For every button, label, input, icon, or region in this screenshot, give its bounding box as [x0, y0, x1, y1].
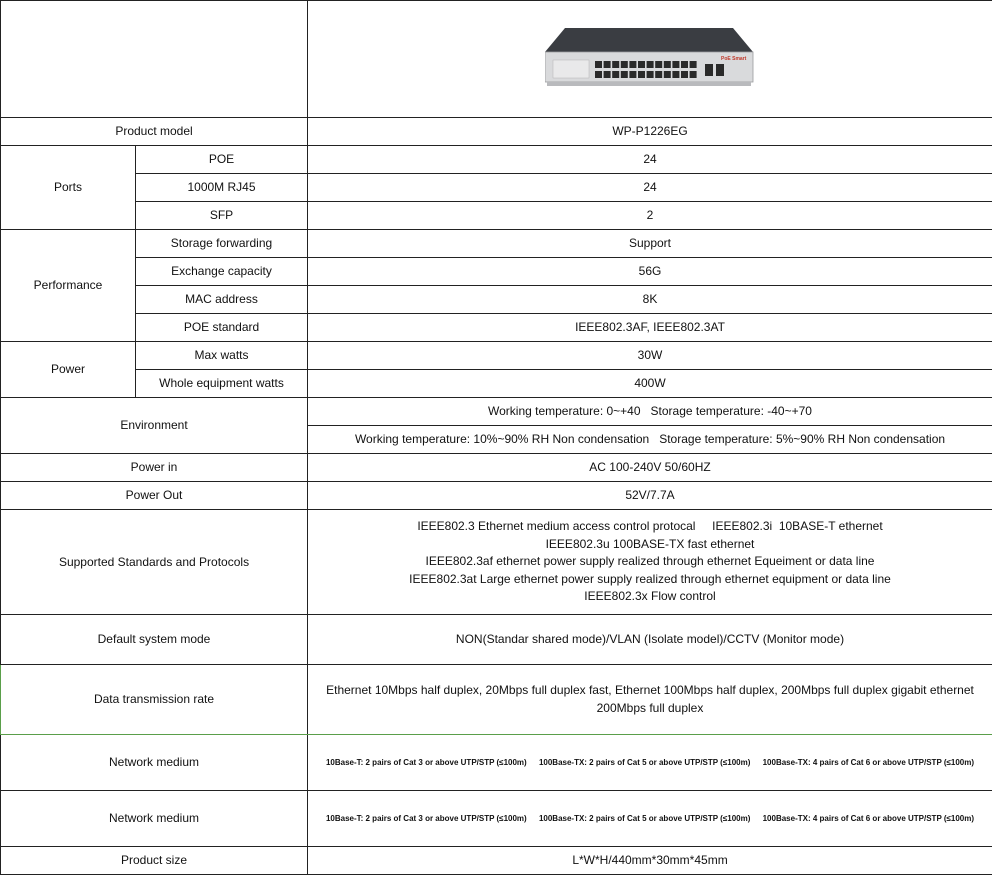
- rj45-port: [629, 71, 636, 78]
- ports-sfp-value: 2: [308, 202, 992, 230]
- max-watts-label: Max watts: [136, 342, 308, 370]
- standard-line: IEEE802.3at Large ethernet power supply realized through ethernet equipment or data line: [310, 571, 990, 589]
- switch-illustration: [545, 24, 755, 94]
- network-medium-label: Network medium: [1, 735, 308, 791]
- rj45-port: [681, 71, 688, 78]
- network-medium-value: [308, 791, 992, 847]
- whole-watts-value: 400W: [308, 370, 992, 398]
- rj45-port: [647, 71, 654, 78]
- switch-base: [547, 82, 751, 86]
- rj45-port: [595, 71, 602, 78]
- standards-label: Supported Standards and Protocols: [1, 510, 308, 615]
- switch-brand-label: PoE Smart: [721, 56, 747, 62]
- environment-temperature: Working temperature: 0~+40 Storage temperature: -40~+70: [308, 398, 992, 426]
- rj45-port: [638, 61, 645, 68]
- rj45-port: [690, 61, 697, 68]
- power-in-label: Power in: [1, 454, 308, 482]
- rj45-port: [612, 61, 619, 68]
- default-mode-label: Default system mode: [1, 615, 308, 665]
- rj45-port: [655, 71, 662, 78]
- switch-product-image: [545, 24, 755, 94]
- switch-led-panel: [553, 60, 589, 78]
- power-group-label: Power: [1, 342, 136, 398]
- standards-value: [308, 510, 992, 615]
- storage-forwarding-value: Support: [308, 230, 992, 258]
- rj45-port: [681, 61, 688, 68]
- ports-rj45-value: 24: [308, 174, 992, 202]
- standard-line: IEEE802.3af ethernet power supply realized through ethernet Equeiment or data line: [310, 553, 990, 571]
- medium-spec: 100Base-TX: 4 pairs of Cat 6 or above UTP/STP (≤100m): [763, 755, 974, 770]
- exchange-capacity-label: Exchange capacity: [136, 258, 308, 286]
- standard-line: IEEE802.3u 100BASE-TX fast ethernet: [310, 536, 990, 554]
- rj45-port: [655, 61, 662, 68]
- poe-standard-value: IEEE802.3AF, IEEE802.3AT: [308, 314, 992, 342]
- max-watts-value: 30W: [308, 342, 992, 370]
- rj45-port: [672, 61, 679, 68]
- product-model-label: Product model: [1, 118, 308, 146]
- poe-standard-label: POE standard: [136, 314, 308, 342]
- rj45-port: [638, 71, 645, 78]
- whole-watts-label: Whole equipment watts: [136, 370, 308, 398]
- switch-top-surface: [545, 28, 753, 52]
- rj45-port: [629, 61, 636, 68]
- exchange-capacity-value: 56G: [308, 258, 992, 286]
- mac-address-value: 8K: [308, 286, 992, 314]
- data-rate-line: 200Mbps full duplex: [310, 700, 990, 718]
- ports-poe-value: 24: [308, 146, 992, 174]
- network-medium-label: Network medium: [1, 791, 308, 847]
- medium-spec: 100Base-TX: 2 pairs of Cat 5 or above UTP/STP (≤100m): [539, 811, 750, 826]
- rj45-port: [664, 71, 671, 78]
- data-rate-value: [308, 665, 992, 735]
- environment-humidity: Working temperature: 10%~90% RH Non condensation Storage temperature: 5%~90% RH Non condensation: [308, 426, 992, 454]
- power-out-value: 52V/7.7A: [308, 482, 992, 510]
- standard-line: IEEE802.3x Flow control: [310, 588, 990, 606]
- image-row-empty-cell: [1, 1, 308, 118]
- medium-spec: 100Base-TX: 2 pairs of Cat 5 or above UTP/STP (≤100m): [539, 755, 750, 770]
- ports-poe-label: POE: [136, 146, 308, 174]
- rj45-port: [621, 71, 628, 78]
- ports-group-label: Ports: [1, 146, 136, 230]
- rj45-port: [690, 71, 697, 78]
- default-mode-value: NON(Standar shared mode)/VLAN (Isolate model)/CCTV (Monitor mode): [308, 615, 992, 665]
- rj45-port: [604, 61, 611, 68]
- rj45-port: [612, 71, 619, 78]
- environment-label: Environment: [1, 398, 308, 454]
- network-medium-value: [308, 735, 992, 791]
- medium-spec: 10Base-T: 2 pairs of Cat 3 or above UTP/STP (≤100m): [326, 755, 527, 770]
- standard-line: IEEE802.3 Ethernet medium access control protocal IEEE802.3i 10BASE-T ethernet: [310, 518, 990, 536]
- product-size-label: Product size: [1, 847, 308, 875]
- data-rate-line: Ethernet 10Mbps half duplex, 20Mbps full duplex fast, Ethernet 100Mbps half duplex, 200Mbps full duplex gigabit ethernet: [310, 682, 990, 700]
- rj45-port: [664, 61, 671, 68]
- performance-group-label: Performance: [1, 230, 136, 342]
- data-rate-label: Data transmission rate: [1, 665, 308, 735]
- medium-spec: 100Base-TX: 4 pairs of Cat 6 or above UTP/STP (≤100m): [763, 811, 974, 826]
- sfp-port-1: [705, 64, 713, 76]
- product-image-cell: [308, 1, 992, 118]
- rj45-port: [595, 61, 602, 68]
- product-size-value: L*W*H/440mm*30mm*45mm: [308, 847, 992, 875]
- product-model-value: WP-P1226EG: [308, 118, 992, 146]
- medium-spec: 10Base-T: 2 pairs of Cat 3 or above UTP/STP (≤100m): [326, 811, 527, 826]
- rj45-port: [604, 71, 611, 78]
- mac-address-label: MAC address: [136, 286, 308, 314]
- ports-rj45-label: 1000M RJ45: [136, 174, 308, 202]
- rj45-port: [647, 61, 654, 68]
- storage-forwarding-label: Storage forwarding: [136, 230, 308, 258]
- ports-sfp-label: SFP: [136, 202, 308, 230]
- rj45-port: [672, 71, 679, 78]
- power-in-value: AC 100-240V 50/60HZ: [308, 454, 992, 482]
- sfp-port-2: [716, 64, 724, 76]
- power-out-label: Power Out: [1, 482, 308, 510]
- rj45-port: [621, 61, 628, 68]
